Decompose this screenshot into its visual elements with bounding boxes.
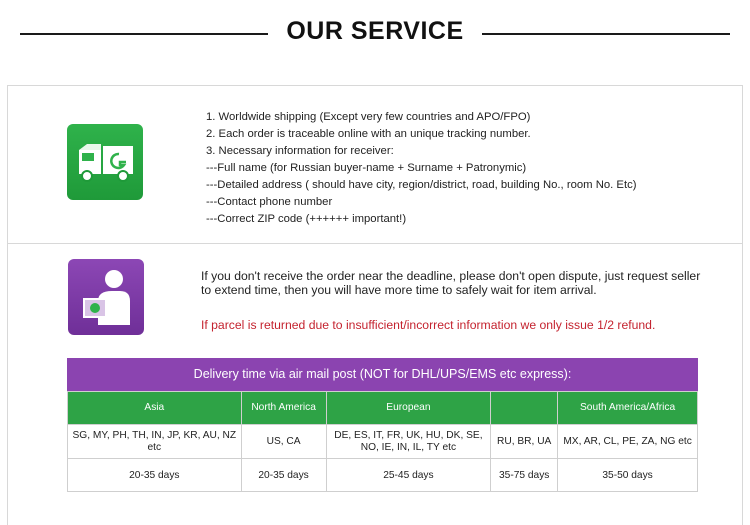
dispute-notice: If you don't receive the order near the deadline, please don't open dispute, just request seller to extend time, then you will have more time to safely wait for item arrival. bbox=[201, 269, 701, 297]
region-row bbox=[68, 392, 698, 425]
delivery-table-title: Delivery time via air mail post (NOT for DHL/UPS/EMS etc express): bbox=[67, 358, 698, 391]
region-cell: Asia bbox=[68, 392, 242, 425]
info-line: ---Contact phone number bbox=[206, 196, 333, 208]
delivery-time-cell: 20-35 days bbox=[241, 459, 326, 492]
info-line: 1. Worldwide shipping (Except very few countries and APO/FPO) bbox=[206, 111, 531, 123]
delivery-truck-icon bbox=[67, 124, 143, 200]
countries-cell: RU, BR, UA bbox=[491, 425, 558, 459]
countries-cell: US, CA bbox=[241, 425, 326, 459]
page-title: OUR SERVICE bbox=[286, 17, 464, 45]
info-line: ---Full name (for Russian buyer-name + Surname + Patronymic) bbox=[206, 162, 527, 174]
countries-row bbox=[68, 425, 698, 459]
refund-warning: If parcel is returned due to insufficient/incorrect information we only issue 1/2 refund. bbox=[201, 318, 656, 332]
region-cell: North America bbox=[241, 392, 326, 425]
info-line: ---Correct ZIP code (++++++ important!) bbox=[206, 213, 407, 225]
delivery-table bbox=[67, 391, 698, 492]
shipping-info-list bbox=[206, 109, 637, 228]
countries-cell: DE, ES, IT, FR, UK, HU, DK, SE, NO, IE, IN, IL, TY etc bbox=[326, 425, 491, 459]
delivery-time-cell: 20-35 days bbox=[68, 459, 242, 492]
countries-cell: MX, AR, CL, PE, ZA, NG etc bbox=[558, 425, 698, 459]
region-cell: European bbox=[326, 392, 491, 425]
delivery-time-cell: 25-45 days bbox=[326, 459, 491, 492]
delivery-time-cell: 35-50 days bbox=[558, 459, 698, 492]
info-line: 2. Each order is traceable online with an unique tracking number. bbox=[206, 128, 531, 140]
title-rule-right bbox=[482, 33, 730, 35]
region-cell: South America/Africa bbox=[558, 392, 698, 425]
delivery-time-row bbox=[68, 459, 698, 492]
section-divider bbox=[7, 243, 743, 244]
delivery-time-cell: 35-75 days bbox=[491, 459, 558, 492]
title-rule-left bbox=[20, 33, 268, 35]
countries-cell: SG, MY, PH, TH, IN, JP, KR, AU, NZ etc bbox=[68, 425, 242, 459]
person-with-package-icon bbox=[68, 259, 144, 335]
region-cell bbox=[491, 392, 558, 425]
info-line: ---Detailed address ( should have city, region/district, road, building No., room No. Etc) bbox=[206, 179, 637, 191]
info-line: 3. Necessary information for receiver: bbox=[206, 145, 394, 157]
